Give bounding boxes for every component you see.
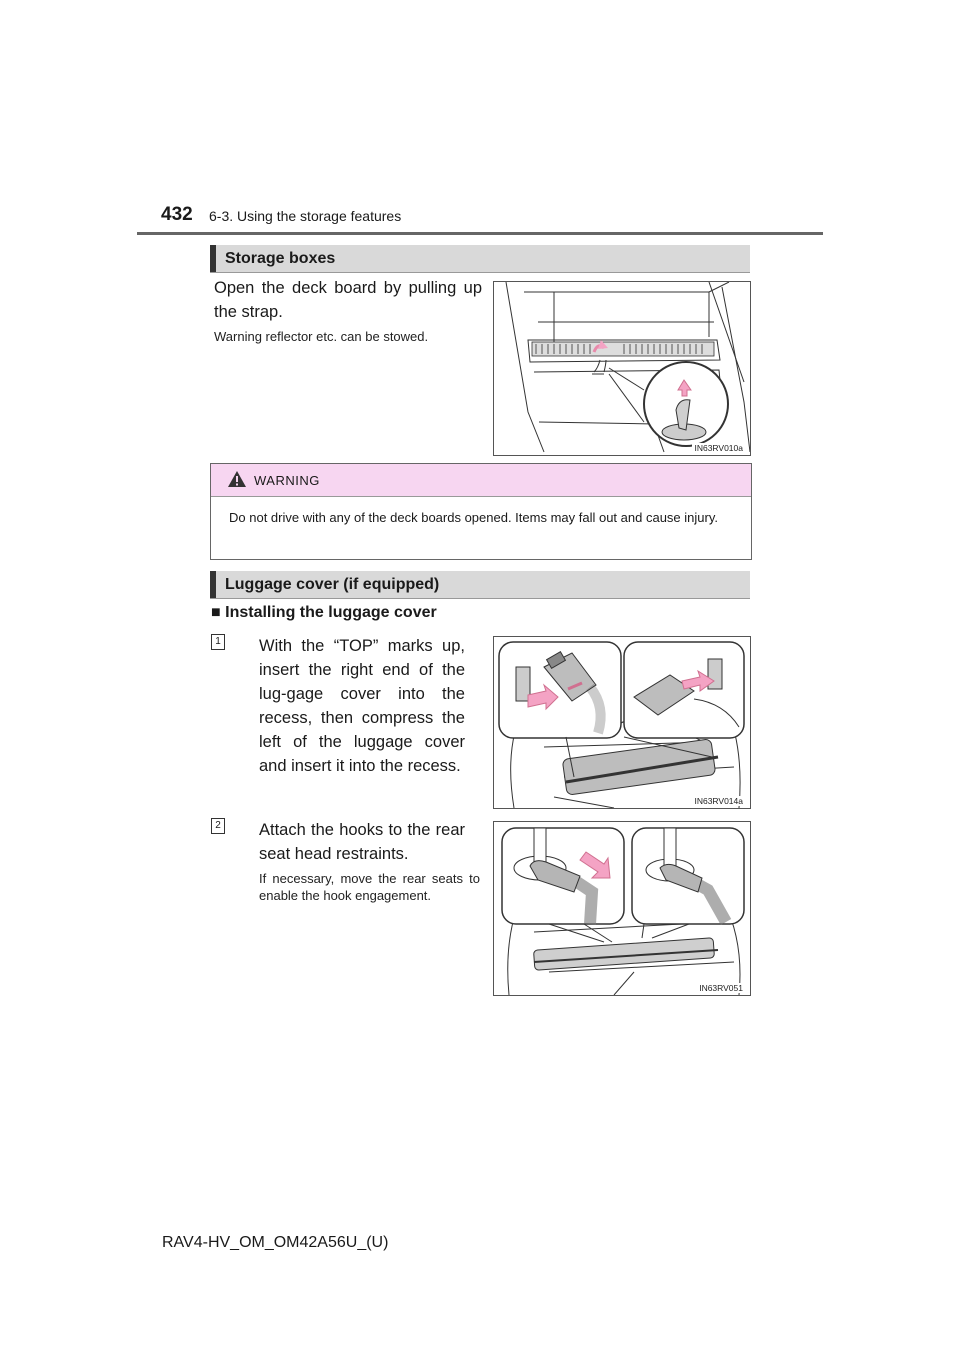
- warning-text: Do not drive with any of the deck boards opened. Items may fall out and cause injury.: [229, 510, 718, 525]
- storage-boxes-title: Storage boxes: [225, 250, 336, 267]
- storage-boxes-text: Open the deck board by pulling up the strap.: [214, 279, 482, 321]
- luggage-cover-title: Luggage cover (if equipped): [225, 576, 440, 593]
- storage-boxes-note: Warning reflector etc. can be stowed.: [214, 329, 429, 344]
- installing-subheading-text: Installing the luggage cover: [225, 604, 437, 621]
- square-bullet-icon: ■: [211, 604, 221, 621]
- install-cover-figure: [493, 636, 751, 809]
- figure-code: IN63RV010a: [694, 443, 743, 453]
- step-1-text: With the “TOP” marks up, insert the right end of the lug-gage cover into the recess, then compress the left of the luggage cover and insert it into the recess.: [259, 637, 465, 775]
- heading-bar: [210, 245, 216, 272]
- document-id: RAV4-HV_OM_OM42A56U_(U): [162, 1234, 389, 1251]
- figure-code: IN63RV014a: [694, 796, 743, 806]
- step-number: 1: [211, 634, 225, 650]
- header-rule: [137, 232, 823, 235]
- install-cover-illustration: [494, 637, 750, 808]
- luggage-cover-heading: [210, 571, 750, 599]
- step-2-text: Attach the hooks to the rear seat head restraints.: [259, 821, 465, 863]
- warning-header: [211, 464, 751, 497]
- step-2-note: If necessary, move the rear seats to enable the hook engagement.: [259, 871, 480, 903]
- step-number: 2: [211, 818, 225, 834]
- deck-board-figure: [493, 281, 751, 456]
- warning-title: WARNING: [254, 473, 320, 488]
- heading-bar: [210, 571, 216, 598]
- warning-icon: [227, 470, 247, 488]
- installing-subheading: [211, 604, 437, 622]
- attach-hooks-figure: [493, 821, 751, 996]
- figure-code: IN63RV051: [699, 983, 743, 993]
- storage-boxes-heading: [210, 245, 750, 273]
- attach-hooks-illustration: [494, 822, 750, 995]
- page-number: 432: [161, 204, 193, 225]
- section-reference: 6-3. Using the storage features: [209, 208, 402, 224]
- deck-board-illustration: [494, 282, 750, 455]
- warning-box: [210, 463, 752, 560]
